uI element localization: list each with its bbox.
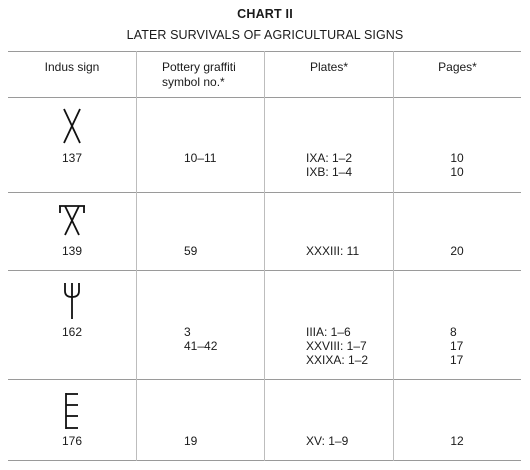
trident-sign-icon bbox=[63, 282, 81, 320]
sign-number: 176 bbox=[61, 434, 83, 448]
plate-value: XV: 1–9 bbox=[306, 434, 349, 448]
chart-subtitle: LATER SURVIVALS OF AGRICULTURAL SIGNS bbox=[126, 28, 404, 42]
header-plates: Plates* bbox=[309, 60, 349, 74]
pottery-symbol bbox=[184, 244, 197, 258]
plate-value: IIIA: 1–6 bbox=[306, 325, 351, 339]
column-divider bbox=[393, 51, 394, 461]
chart-title: CHART II bbox=[237, 7, 293, 21]
pages-cell bbox=[432, 434, 482, 448]
page-value: 10 bbox=[450, 165, 464, 179]
sign-number: 139 bbox=[61, 244, 83, 258]
page-value: 17 bbox=[450, 339, 464, 353]
pottery-value: 59 bbox=[184, 244, 198, 258]
plate-value: XXVIII: 1–7 bbox=[306, 339, 367, 353]
plate-value: IXB: 1–4 bbox=[306, 165, 353, 179]
header-pottery-line2: symbol no.* bbox=[162, 75, 225, 89]
page-value: 12 bbox=[450, 434, 464, 448]
page-value: 8 bbox=[450, 325, 457, 339]
pottery-value: 19 bbox=[184, 434, 198, 448]
pottery-symbol bbox=[184, 434, 197, 448]
plates-cell bbox=[306, 434, 348, 448]
header-pottery-line1: Pottery graffiti bbox=[162, 60, 236, 74]
header-pages: Pages* bbox=[438, 60, 477, 74]
pages-cell bbox=[450, 325, 463, 367]
pottery-symbol bbox=[184, 325, 217, 353]
hourglass-cross-sign-icon bbox=[58, 204, 86, 236]
x-cross-sign-icon bbox=[61, 108, 83, 144]
pottery-value: 41–42 bbox=[184, 339, 218, 353]
header-indus-sign: Indus sign bbox=[44, 60, 100, 74]
header-pottery bbox=[162, 60, 262, 90]
plates-cell bbox=[306, 151, 352, 179]
pages-cell bbox=[432, 244, 482, 258]
plates-cell bbox=[306, 244, 359, 258]
plate-value: XXIXA: 1–2 bbox=[306, 353, 369, 367]
sign-number: 137 bbox=[61, 151, 83, 165]
page-value: 20 bbox=[450, 244, 464, 258]
column-divider bbox=[136, 51, 137, 461]
plate-value: XXXIII: 11 bbox=[306, 244, 360, 258]
page-value: 10 bbox=[450, 151, 464, 165]
pottery-symbol bbox=[184, 151, 216, 165]
pottery-value: 3 bbox=[184, 325, 191, 339]
pages-cell bbox=[432, 151, 482, 179]
plates-cell bbox=[306, 325, 368, 367]
sign-number: 162 bbox=[61, 325, 83, 339]
plate-value: IXA: 1–2 bbox=[306, 151, 353, 165]
column-divider bbox=[264, 51, 265, 461]
page-value: 17 bbox=[450, 353, 464, 367]
comb-sign-icon bbox=[64, 392, 80, 430]
pottery-value: 10–11 bbox=[184, 151, 217, 165]
